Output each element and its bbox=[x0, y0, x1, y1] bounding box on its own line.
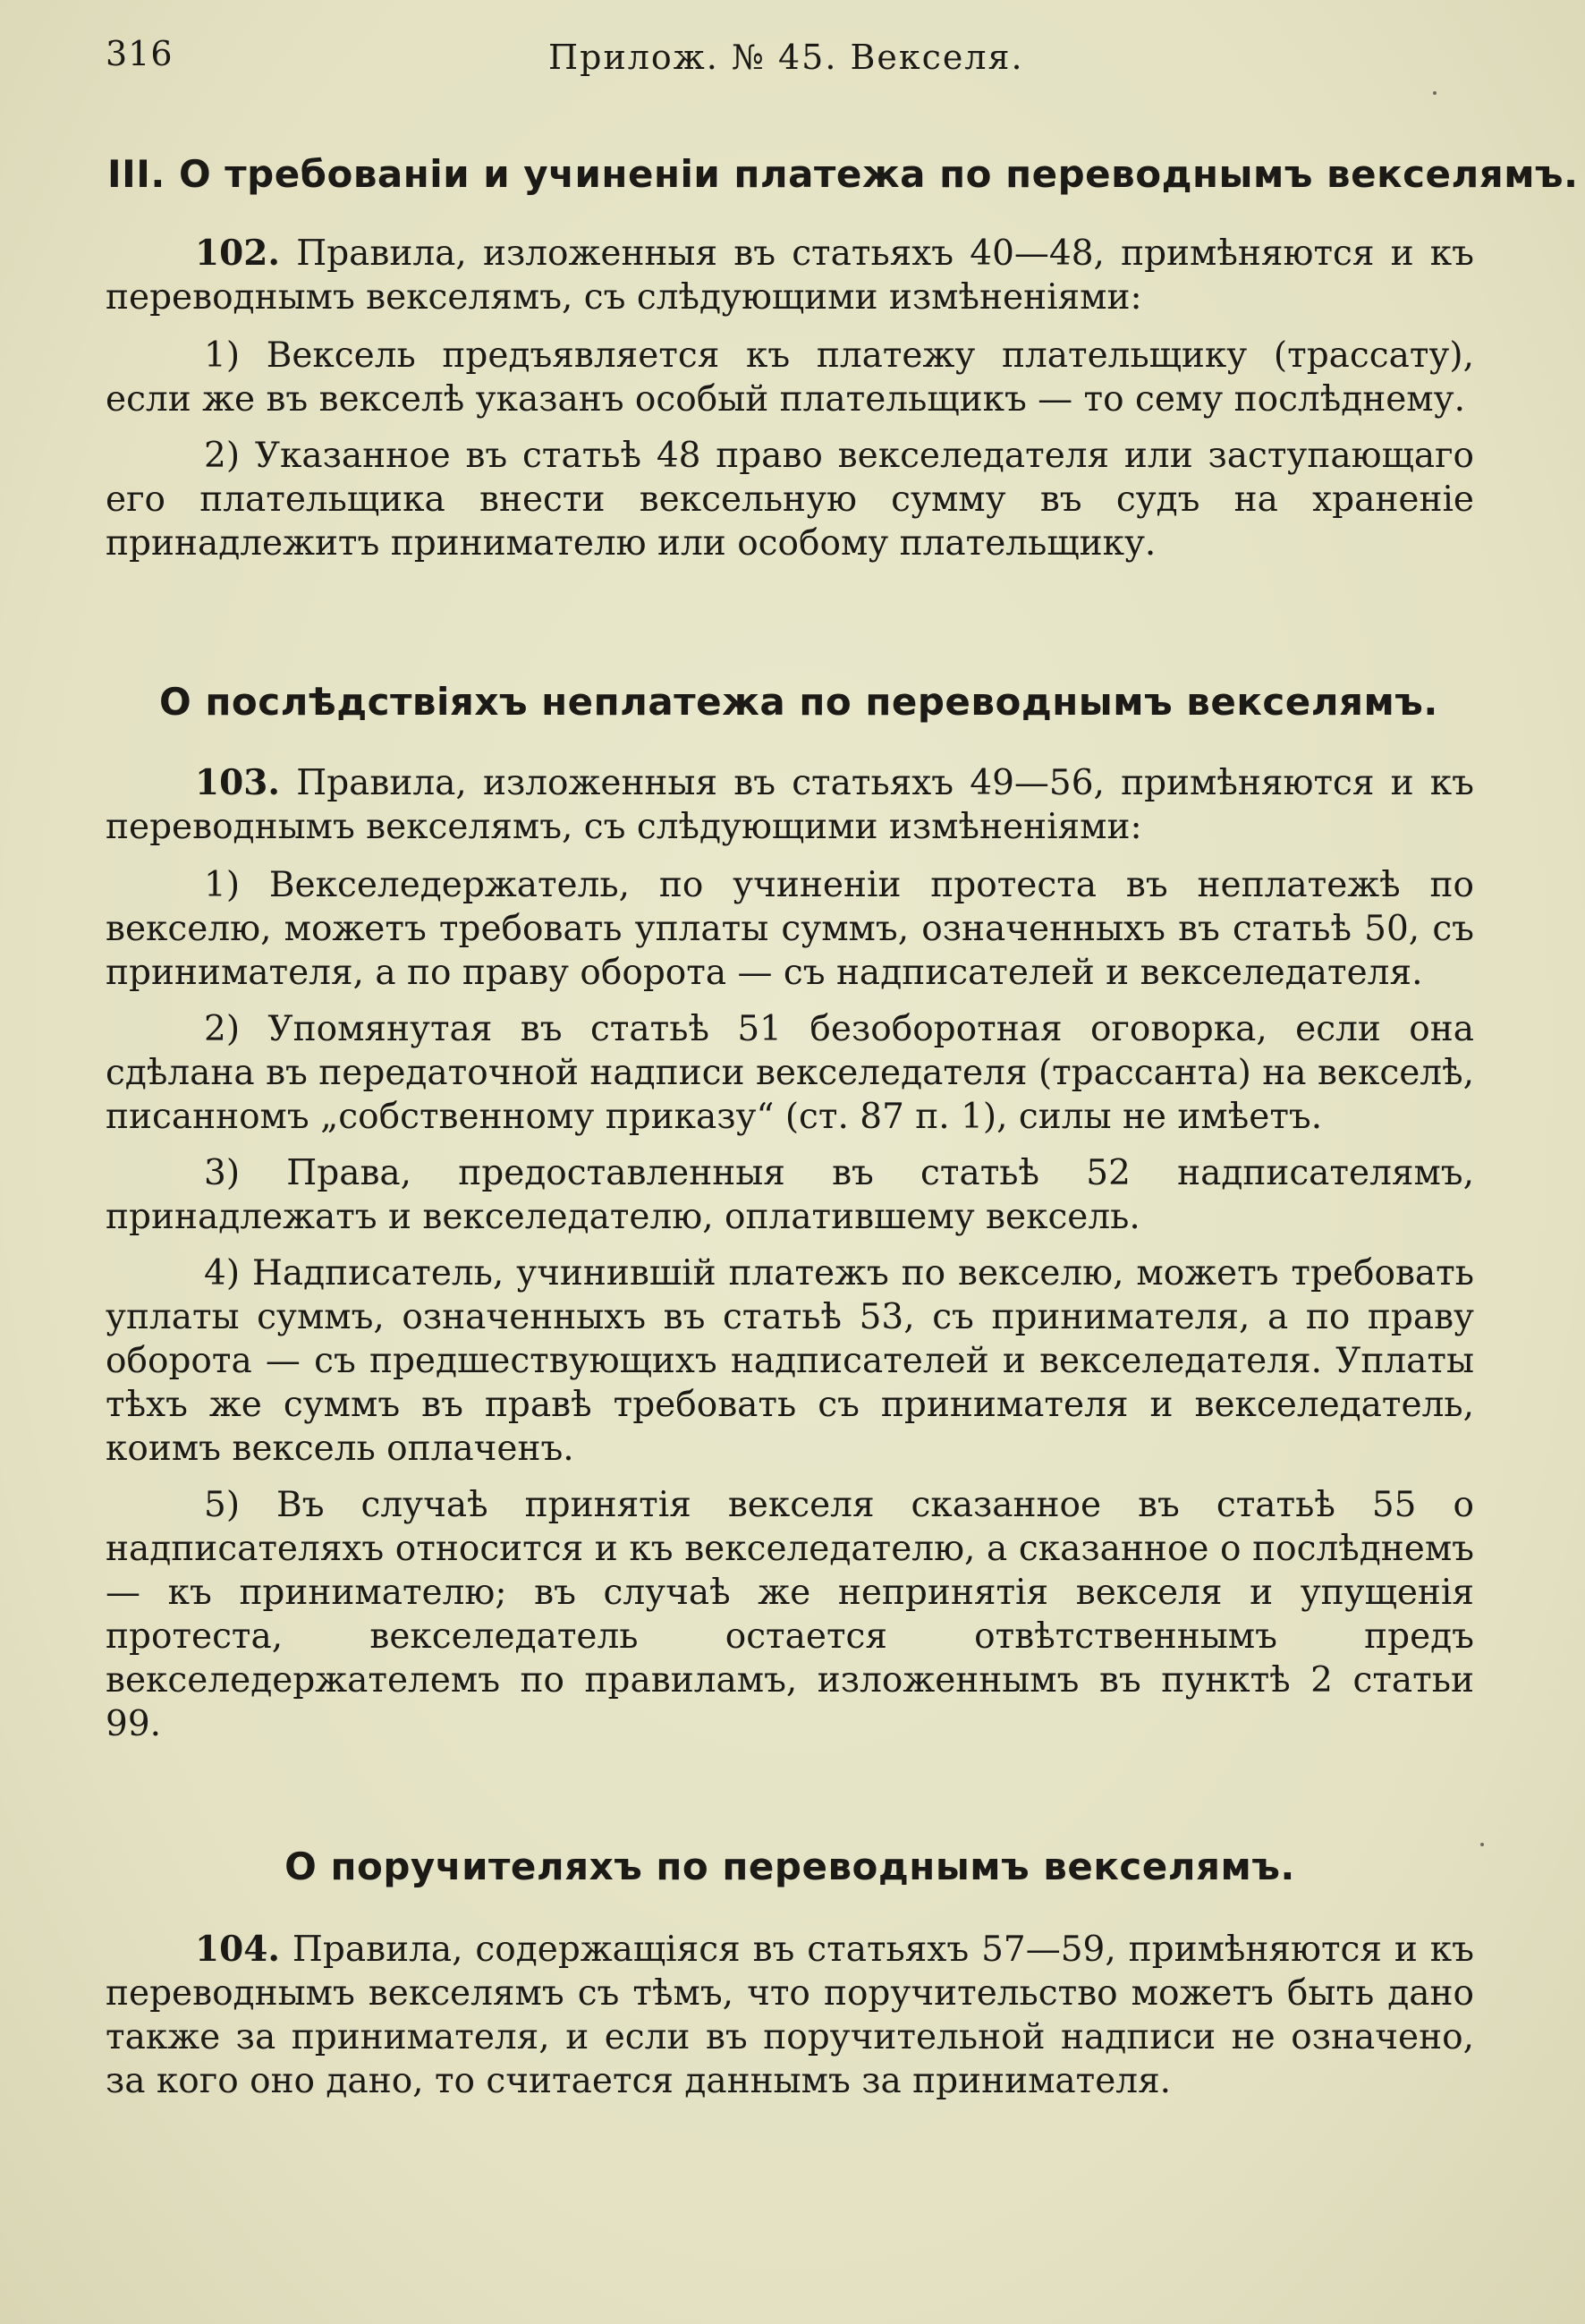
running-header bbox=[106, 34, 1474, 88]
article-text: Правила, содержащіяся въ статьяхъ 57—59, примѣняются и къ переводнымъ векселямъ съ тѣмъ, что поручительство можетъ быть дано также за принимателя, и если въ поручительной надписи не означено, за кого оно дано, то считается даннымъ за принимателя. bbox=[106, 1930, 1474, 2101]
article-103-item-1: 1) Векселедержатель, по учиненіи протеста въ неплатежѣ по векселю, можетъ требовать уплаты суммъ, означенныхъ въ статьѣ 50, съ принимателя, а по праву оборота — съ надписателей и векселедателя. bbox=[106, 865, 1474, 993]
section-heading-payment: III. О требованіи и учиненіи платежа по переводнымъ векселямъ. bbox=[107, 152, 1579, 196]
article-102-item-1: 1) Вексель предъявляется къ платежу плательщику (трассату), если же въ векселѣ указанъ особый плательщикъ — то сему послѣднему. bbox=[106, 335, 1474, 420]
article-text: Правила, изложенныя въ статьяхъ 40—48, примѣняются и къ переводнымъ векселямъ, съ слѣдующими измѣненіями: bbox=[106, 233, 1474, 318]
article-103-item-3: 3) Права, предоставленныя въ статьѣ 52 надписателямъ, принадлежатъ и векселедателю, оплатившему вексель. bbox=[106, 1153, 1474, 1237]
article-102 bbox=[106, 232, 1474, 319]
paper-speck bbox=[1433, 91, 1437, 95]
page-content bbox=[106, 152, 1579, 2103]
section-heading-guarantors: О поручителяхъ по переводнымъ векселямъ. bbox=[284, 1845, 1295, 1888]
running-title: Прилож. № 45. Векселя. bbox=[548, 38, 1024, 77]
article-number: 102. bbox=[195, 233, 280, 274]
article-104 bbox=[106, 1928, 1474, 2103]
article-103-item-4: 4) Надписатель, учинившій платежъ по векселю, можетъ требовать уплаты суммъ, означенныхъ въ статьѣ 53, съ принимателя, а по праву оборота — съ предшествующихъ надписателей и векселедателя. Уплаты тѣхъ же суммъ въ правѣ требовать съ принимателя и векселедатель, коимъ вексель оплаченъ. bbox=[106, 1253, 1474, 1469]
article-103 bbox=[106, 761, 1474, 849]
section-heading-nonpayment: О послѣдствіяхъ неплатежа по переводнымъ векселямъ. bbox=[159, 680, 1438, 724]
article-103-item-2: 2) Упомянутая въ статьѣ 51 безоборотная оговорка, если она сдѣлана въ передаточной надписи векселедателя (трассанта) на векселѣ, писанномъ „собственному приказу“ (ст. 87 п. 1), силы не имѣетъ. bbox=[106, 1009, 1474, 1137]
article-text: Правила, изложенныя въ статьяхъ 49—56, примѣняются и къ переводнымъ векселямъ, съ слѣдующими измѣненіями: bbox=[106, 763, 1474, 847]
article-103-item-5: 5) Въ случаѣ принятія векселя сказанное въ статьѣ 55 о надписателяхъ относится и къ векселедателю, а сказанное о послѣднемъ — къ принимателю; въ случаѣ же непринятія векселя и упущенія протеста, векселедатель остается отвѣтственнымъ предъ векселедержателемъ по правиламъ, изложеннымъ въ пунктѣ 2 статьи 99. bbox=[106, 1485, 1474, 1744]
article-number: 103. bbox=[195, 762, 280, 803]
page-number: 316 bbox=[106, 34, 174, 73]
article-102-item-2: 2) Указанное въ статьѣ 48 право векселедателя или заступающаго его плательщика внести вексельную сумму въ судъ на храненіе принадлежитъ принимателю или особому плательщику. bbox=[106, 436, 1474, 564]
article-number: 104. bbox=[195, 1929, 280, 1970]
paper-speck bbox=[1480, 1843, 1484, 1846]
